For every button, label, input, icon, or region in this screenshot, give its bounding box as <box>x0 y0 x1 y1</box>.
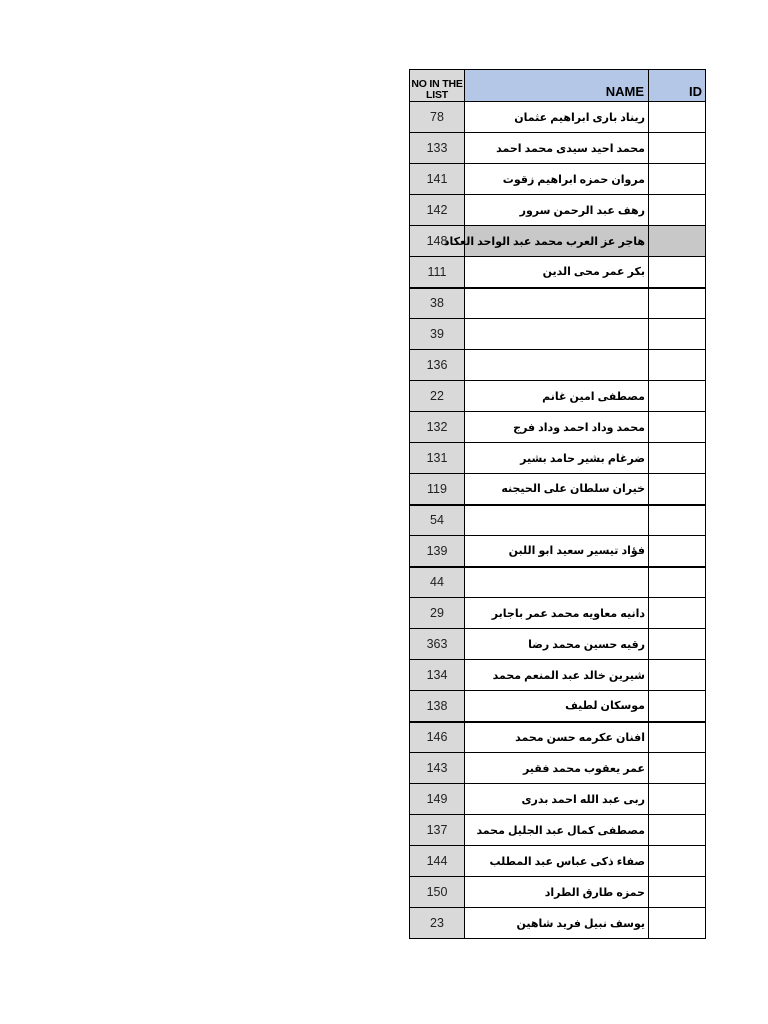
row-id-cell[interactable] <box>649 226 706 257</box>
table-row <box>410 908 706 939</box>
row-number-cell[interactable]: 143 <box>410 753 465 784</box>
row-number-cell[interactable]: 23 <box>410 908 465 939</box>
row-number-cell[interactable]: 22 <box>410 381 465 412</box>
spreadsheet-table-region <box>409 69 706 939</box>
row-number-cell[interactable]: 141 <box>410 164 465 195</box>
row-name-cell[interactable]: محمد وداد احمد وداد فرج <box>465 412 649 443</box>
row-name-cell[interactable]: محمد احيد سيدى محمد احمد <box>465 133 649 164</box>
row-id-cell[interactable] <box>649 443 706 474</box>
row-name-cell[interactable]: هاجر عز العرب محمد عبد الواحد العكاد <box>465 226 649 257</box>
row-id-cell[interactable] <box>649 908 706 939</box>
row-id-cell[interactable] <box>649 102 706 133</box>
row-id-cell[interactable] <box>649 350 706 381</box>
row-number-cell[interactable]: 363 <box>410 629 465 660</box>
table-row <box>410 164 706 195</box>
row-number-cell[interactable]: 146 <box>410 722 465 753</box>
row-name-cell[interactable]: يوسف نبيل فريد شاهين <box>465 908 649 939</box>
row-number-cell[interactable]: 132 <box>410 412 465 443</box>
table-body <box>410 102 706 939</box>
row-name-cell[interactable]: افنان عكرمه حسن محمد <box>465 722 649 753</box>
header-no-in-list[interactable]: NO IN THE LIST <box>410 70 465 102</box>
row-id-cell[interactable] <box>649 257 706 288</box>
table-row <box>410 753 706 784</box>
row-name-cell[interactable]: حمزه طارق الطراد <box>465 877 649 908</box>
row-id-cell[interactable] <box>649 784 706 815</box>
header-row <box>410 70 706 102</box>
row-number-cell[interactable]: 137 <box>410 815 465 846</box>
row-name-cell[interactable]: عمر يعقوب محمد فقير <box>465 753 649 784</box>
row-number-cell[interactable]: 38 <box>410 288 465 319</box>
row-id-cell[interactable] <box>649 815 706 846</box>
row-name-cell[interactable]: دانيه معاويه محمد عمر باجابر <box>465 598 649 629</box>
row-id-cell[interactable] <box>649 536 706 567</box>
row-name-cell[interactable]: مصطفى كمال عبد الجليل محمد <box>465 815 649 846</box>
table-row <box>410 412 706 443</box>
row-name-cell[interactable]: رقيه حسين محمد رضا <box>465 629 649 660</box>
table-row <box>410 660 706 691</box>
table-row <box>410 536 706 567</box>
row-number-cell[interactable]: 138 <box>410 691 465 722</box>
row-name-cell[interactable]: صفاء ذكى عباس عبد المطلب <box>465 846 649 877</box>
row-name-cell[interactable] <box>465 350 649 381</box>
table-row <box>410 288 706 319</box>
table-row <box>410 877 706 908</box>
table-row <box>410 443 706 474</box>
table-row <box>410 133 706 164</box>
row-name-cell[interactable]: بكر عمر محى الدين <box>465 257 649 288</box>
row-number-cell[interactable]: 54 <box>410 505 465 536</box>
table-row <box>410 505 706 536</box>
row-id-cell[interactable] <box>649 660 706 691</box>
row-name-cell[interactable]: رهف عبد الرحمن سرور <box>465 195 649 226</box>
row-id-cell[interactable] <box>649 195 706 226</box>
row-number-cell[interactable]: 29 <box>410 598 465 629</box>
row-id-cell[interactable] <box>649 412 706 443</box>
row-id-cell[interactable] <box>649 877 706 908</box>
row-name-cell[interactable]: شيرين خالد عبد المنعم محمد <box>465 660 649 691</box>
row-name-cell[interactable]: موسكان لطيف <box>465 691 649 722</box>
row-id-cell[interactable] <box>649 474 706 505</box>
student-list-table <box>409 69 706 939</box>
table-row <box>410 102 706 133</box>
row-name-cell[interactable]: ربى عبد الله احمد بدرى <box>465 784 649 815</box>
row-name-cell[interactable] <box>465 319 649 350</box>
row-number-cell[interactable]: 44 <box>410 567 465 598</box>
table-row <box>410 846 706 877</box>
row-id-cell[interactable] <box>649 505 706 536</box>
row-number-cell[interactable]: 142 <box>410 195 465 226</box>
row-number-cell[interactable]: 136 <box>410 350 465 381</box>
row-number-cell[interactable]: 139 <box>410 536 465 567</box>
row-name-cell[interactable]: فؤاد تيسير سعيد ابو اللبن <box>465 536 649 567</box>
table-row <box>410 474 706 505</box>
row-name-cell[interactable] <box>465 288 649 319</box>
table-row <box>410 598 706 629</box>
row-name-cell[interactable]: مروان حمزه ابراهيم زقوت <box>465 164 649 195</box>
header-name[interactable]: NAME <box>465 70 649 102</box>
row-name-cell[interactable] <box>465 505 649 536</box>
row-number-cell[interactable]: 134 <box>410 660 465 691</box>
table-row <box>410 195 706 226</box>
row-id-cell[interactable] <box>649 753 706 784</box>
row-id-cell[interactable] <box>649 288 706 319</box>
table-row <box>410 722 706 753</box>
row-id-cell[interactable] <box>649 598 706 629</box>
row-number-cell[interactable]: 144 <box>410 846 465 877</box>
row-id-cell[interactable] <box>649 381 706 412</box>
table-row <box>410 784 706 815</box>
row-name-cell[interactable] <box>465 567 649 598</box>
row-name-cell[interactable]: ضرغام بشير حامد بشير <box>465 443 649 474</box>
row-number-cell[interactable]: 150 <box>410 877 465 908</box>
table-row <box>410 629 706 660</box>
row-number-cell[interactable]: 131 <box>410 443 465 474</box>
row-number-cell[interactable]: 149 <box>410 784 465 815</box>
row-number-cell[interactable]: 119 <box>410 474 465 505</box>
row-id-cell[interactable] <box>649 846 706 877</box>
table-row <box>410 257 706 288</box>
row-number-cell[interactable]: 133 <box>410 133 465 164</box>
row-id-cell[interactable] <box>649 319 706 350</box>
table-row <box>410 226 706 257</box>
table-row <box>410 381 706 412</box>
row-id-cell[interactable] <box>649 133 706 164</box>
row-number-cell[interactable]: 111 <box>410 257 465 288</box>
table-row <box>410 691 706 722</box>
table-row <box>410 815 706 846</box>
table-row <box>410 567 706 598</box>
row-name-cell[interactable]: ريناد بارى ابراهيم عثمان <box>465 102 649 133</box>
row-name-cell[interactable]: مصطفى امين غانم <box>465 381 649 412</box>
row-id-cell[interactable] <box>649 691 706 722</box>
table-row <box>410 319 706 350</box>
row-number-cell[interactable]: 148 <box>410 226 465 257</box>
row-id-cell[interactable] <box>649 567 706 598</box>
header-id[interactable]: ID <box>649 70 706 102</box>
row-id-cell[interactable] <box>649 164 706 195</box>
row-name-cell[interactable]: خيران سلطان على الحيجنه <box>465 474 649 505</box>
table-row <box>410 350 706 381</box>
row-number-cell[interactable]: 39 <box>410 319 465 350</box>
row-id-cell[interactable] <box>649 629 706 660</box>
row-id-cell[interactable] <box>649 722 706 753</box>
row-number-cell[interactable]: 78 <box>410 102 465 133</box>
